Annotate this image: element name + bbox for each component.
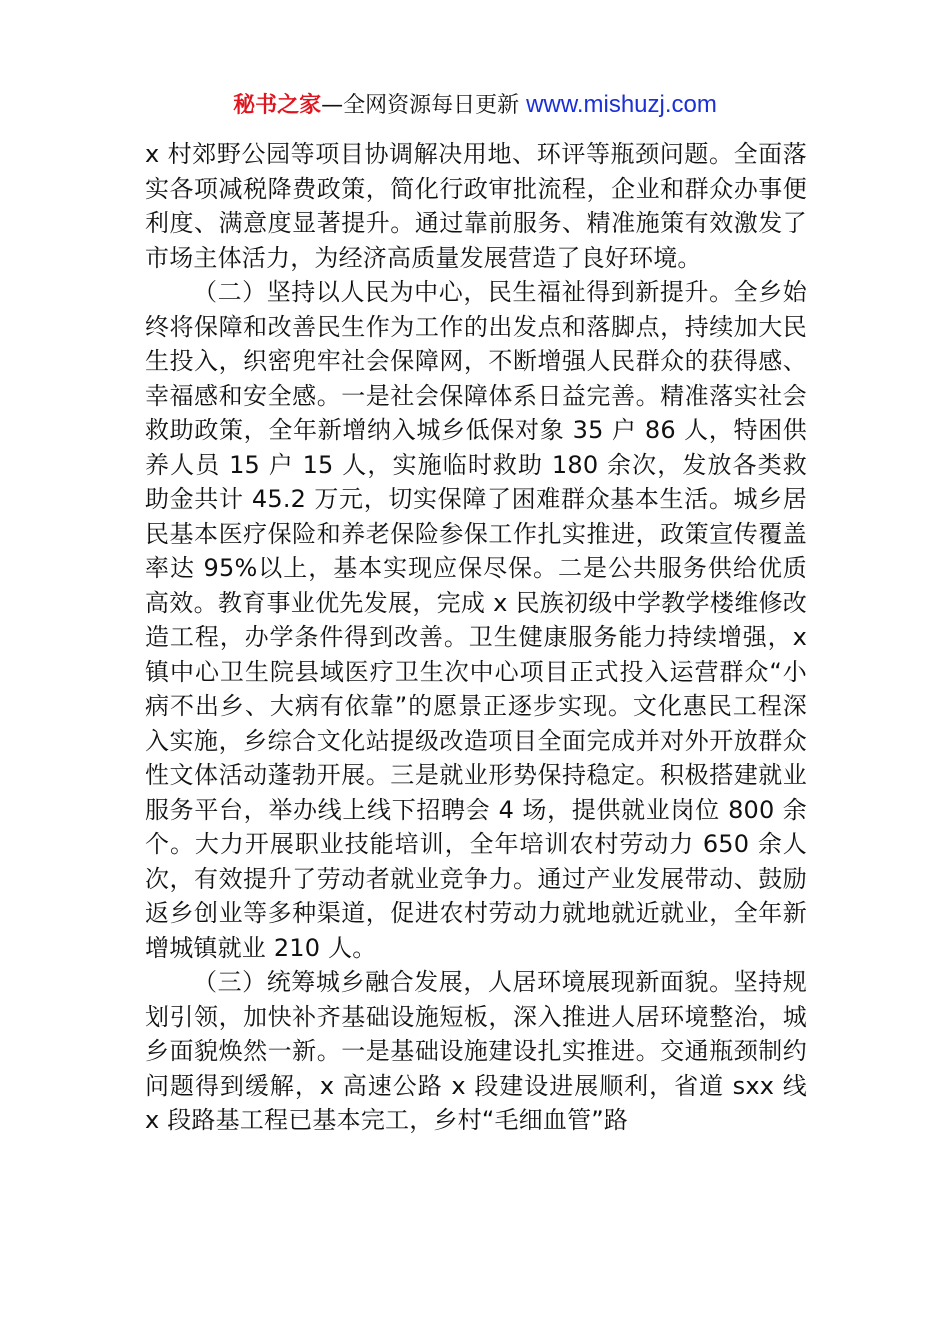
header-brand: 秘书之家 [233, 93, 322, 118]
document-body [145, 137, 807, 1138]
header-url-link[interactable]: www.mishuzj.com [526, 91, 717, 118]
page-header [0, 88, 950, 123]
header-slogan: —全网资源每日更新 [321, 93, 527, 118]
paragraph-section-three: （三）统筹城乡融合发展，人居环境展现新面貌。坚持规划引领，加快补齐基础设施短板，深入推进人居环境整治，城乡面貌焕然一新。一是基础设施建设扎实推进。交通瓶颈制约问题得到缓解，x 高速公路 x 段建设进展顺利，省道 sxx 线 x 段路基工程已基本完工，乡村“毛细血管”路 [145, 968, 807, 1134]
paragraph-section-two: （二）坚持以人民为中心，民生福祉得到新提升。全乡始终将保障和改善民生作为工作的出发点和落脚点，持续加大民生投入，织密兜牢社会保障网，不断增强人民群众的获得感、幸福感和安全感。一是社会保障体系日益完善。精准落实社会救助政策，全年新增纳入城乡低保对象 35 户 86 人，特困供养人员 15 户 15 人，实施临时救助 180 余次，发放各类救助金共计 45.2 万元，切实保障了困难群众基本生活。城乡居民基本医疗保险和养老保险参保工作扎实推进，政策宣传覆盖率达 95%以上，基本实现应保尽保。二是公共服务供给优质高效。教育事业优先发展，完成 x 民族初级中学教学楼维修改造工程，办学条件得到改善。卫生健康服务能力持续增强，x 镇中心卫生院县域医疗卫生次中心项目正式投入运营群众“小病不出乡、大病有依靠”的愿景正逐步实现。文化惠民工程深入实施，乡综合文化站提级改造项目全面完成并对外开放群众性文体活动蓬勃开展。三是就业形势保持稳定。积极搭建就业服务平台，举办线上线下招聘会 4 场，提供就业岗位 800 余个。大力开展职业技能培训，全年培训农村劳动力 650 余人次，有效提升了劳动者就业竞争力。通过产业发展带动、鼓励返乡创业等多种渠道，促进农村劳动力就地就近就业，全年新增城镇就业 210 人。 [145, 278, 807, 962]
paragraph-continuation: x 村郊野公园等项目协调解决用地、环评等瓶颈问题。全面落实各项减税降费政策，简化行政审批流程，企业和群众办事便利度、满意度显著提升。通过靠前服务、精准施策有效激发了市场主体活力，为经济高质量发展营造了良好环境。 [145, 140, 807, 272]
